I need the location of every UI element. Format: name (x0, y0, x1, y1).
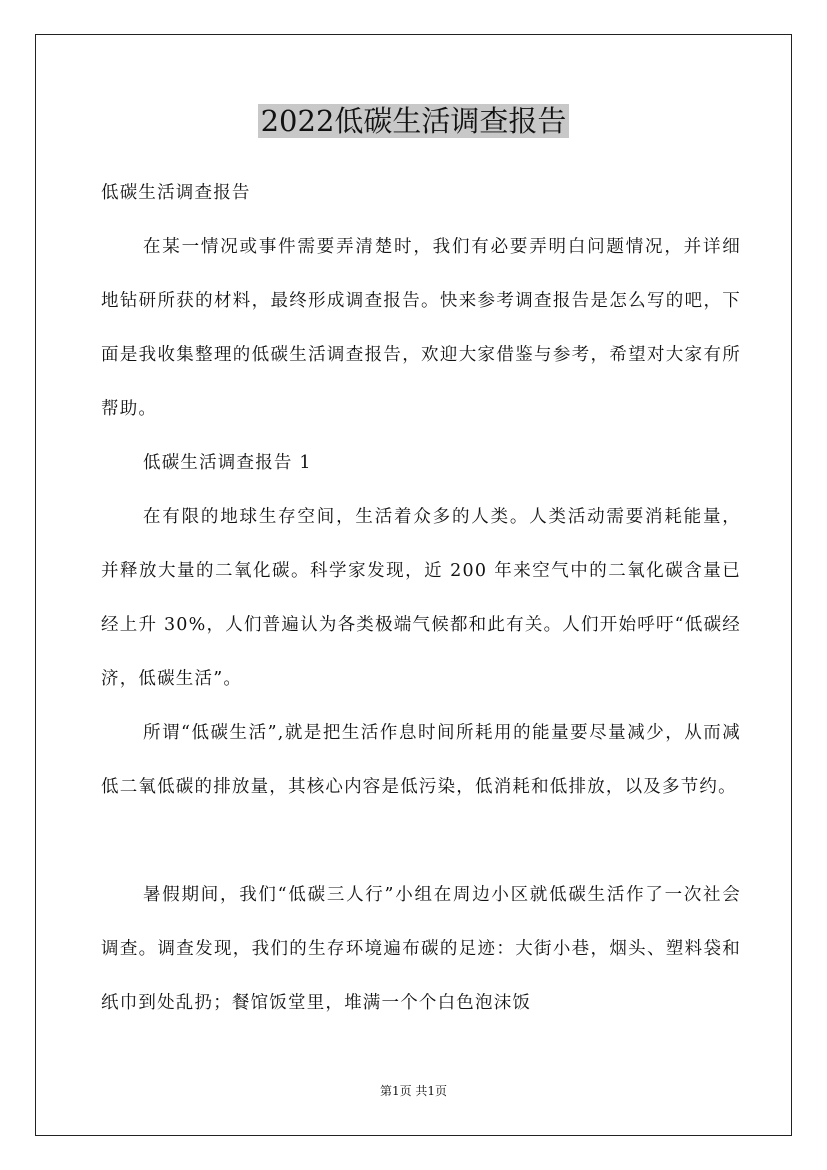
document-heading: 低碳生活调查报告 (101, 183, 251, 203)
section-title: 低碳生活调查报告 1 (143, 453, 312, 473)
document-title-text: 2022低碳生活调查报告 (258, 104, 570, 138)
body-paragraph-3: 暑假期间，我们“低碳三人行”小组在周边小区就低碳生活作了一次社会调查。调查发现，我们的生存环境遍布碳的足迹：大街小巷，烟头、塑料袋和纸巾到处乱扔；餐馆饭堂里，堆满一个个白色泡沫饭 (101, 885, 741, 1013)
intro-paragraph: 在某一情况或事件需要弄清楚时，我们有必要弄明白问题情况，并详细地钻研所获的材料，最终形成调查报告。快来参考调查报告是怎么写的吧，下面是我收集整理的低碳生活调查报告，欢迎大家借鉴与参考，希望对大家有所帮助。 (101, 237, 741, 419)
body-paragraph-1: 在有限的地球生存空间，生活着众多的人类。人类活动需要消耗能量，并释放大量的二氧化碳。科学家发现，近 200 年来空气中的二氧化碳含量已经上升 30%，人们普遍认为各类极端气候都和此有关。人们开始呼吁“低碳经济，低碳生活”。 (101, 507, 741, 689)
document-title (0, 101, 827, 141)
page-footer: 第1页 共1页 (379, 1084, 448, 1098)
body-paragraph-2: 所谓“低碳生活”,就是把生活作息时间所耗用的能量要尽量减少，从而减低二氧低碳的排放量，其核心内容是低污染，低消耗和低排放，以及多节约。 (101, 723, 741, 797)
